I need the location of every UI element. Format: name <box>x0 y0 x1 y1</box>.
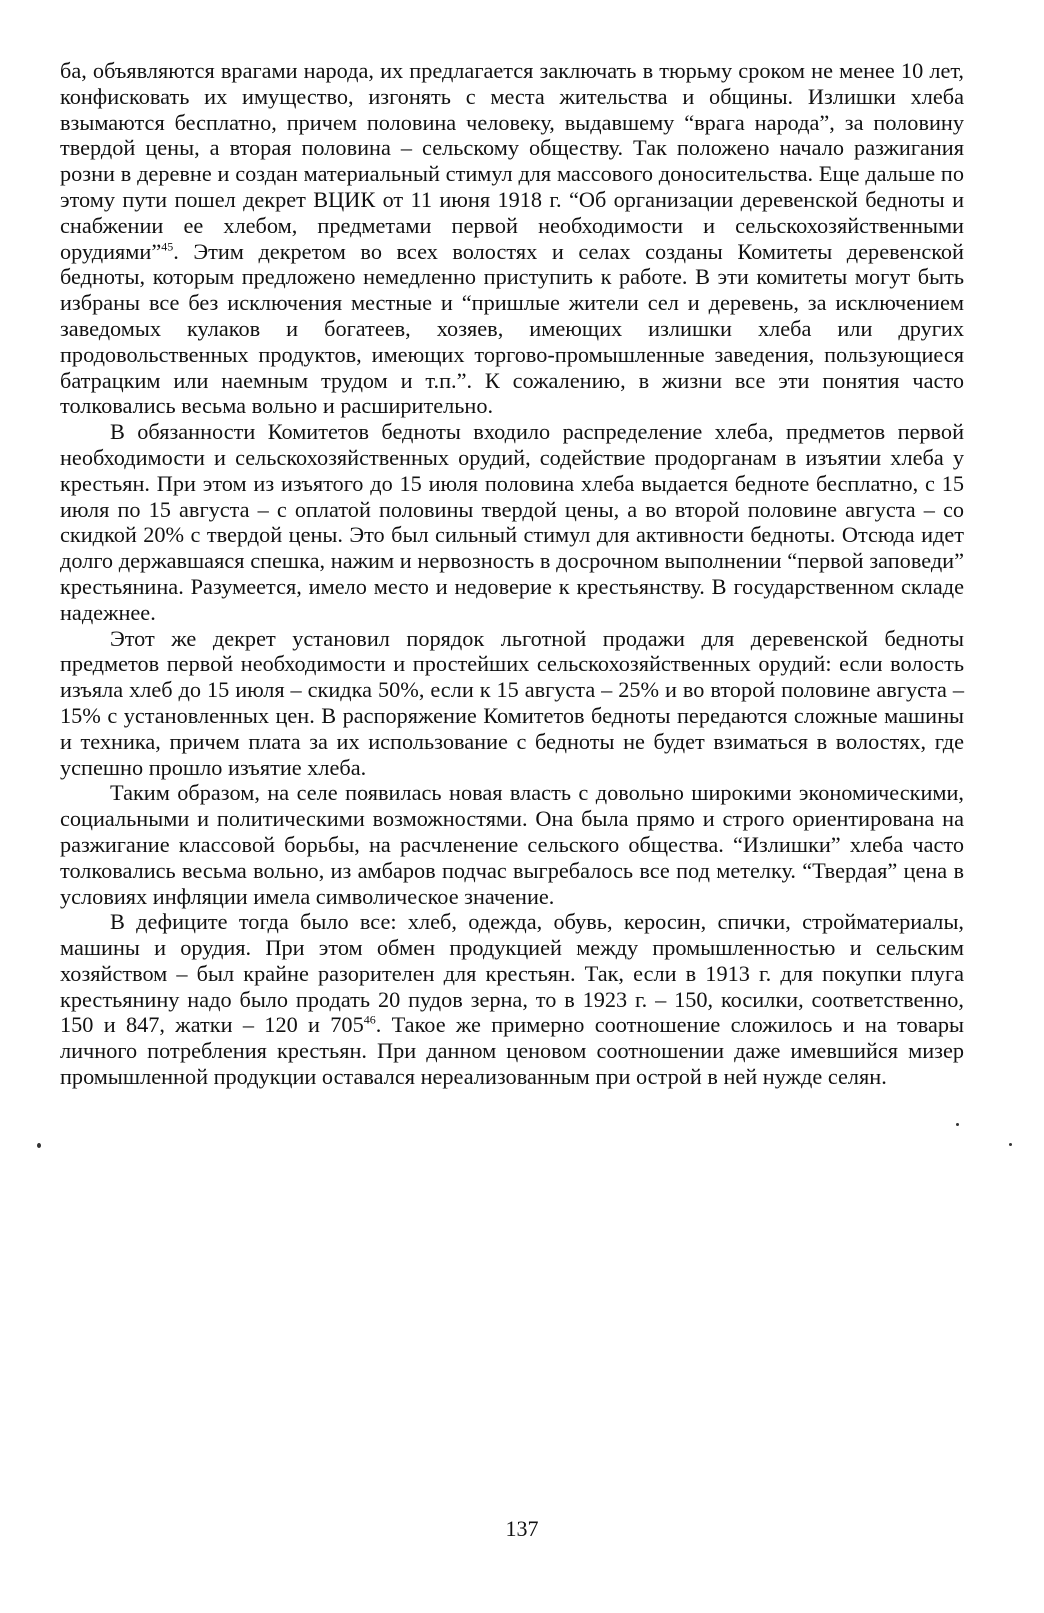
scan-speck <box>956 1123 959 1126</box>
paragraph-text: . Такое же примерно соотношение сложилось и на товары личного потребления крестьян. При данном ценовом соотношении даже имевшийся мизер промышленной продукции оставался нереализованным при острой в ней нужде селян. <box>60 1012 964 1090</box>
paragraph-text: ба, объявляются врагами народа, их предлагается заключать в тюрьму сроком не менее 10 лет, конфисковать их имущество, изгонять с места жительства и общины. Излишки хлеба взымаются бесплатно, причем половина человеку, выдавшему “врага народа”, за половину твердой цены, а вторая половина – сельскому обществу. Так положено начало разжигания розни в деревне и создан материальный стимул для массового доносительства. Еще дальше по этому пути пошел декрет ВЦИК от 11 июня 1918 г. “Об организации деревенской бедноты и снабжении ее хлебом, предметами первой необходимости и сельскохозяйственными орудиями” <box>60 58 964 264</box>
scan-speck <box>1009 1143 1012 1146</box>
page-body <box>60 58 964 1090</box>
paragraph-text: Этот же декрет установил порядок льготной продажи для деревенской бедноты предметов первой необходимости и простейших сельскохозяйственных орудий: если волость изъяла хлеб до 15 июля – скидка 50%, если к 15 августа – 25% и во второй половине августа – 15% с установленных цен. В распоряжение Комитетов бедноты передаются сложные машины и техника, причем плата за их использование с бедноты не будет взиматься в волостях, где успешно прошло изъятие хлеба. <box>60 625 964 780</box>
paragraph-text: Таким образом, на селе появилась новая власть с довольно широкими экономическими, социальными и политическими возможностями. Она была прямо и строго ориентирована на разжигание классовой борьбы, на расчленение сельского общества. “Излишки” хлеба часто толковались весьма вольно, из амбаров подчас выгребалось все под метелку. “Твердая” цена в условиях инфляции имела символическое значение. <box>60 780 964 909</box>
paragraph <box>60 909 964 1090</box>
page-number: 137 <box>505 1516 539 1541</box>
paragraph <box>60 419 964 625</box>
paragraph <box>60 626 964 781</box>
footnote-ref: 46 <box>363 1013 376 1028</box>
paragraph-text: В обязанности Комитетов бедноты входило распределение хлеба, предметов первой необходимости и сельскохозяйственных орудий, содействие продорганам в изъятии хлеба у крестьян. При этом из изъятого до 15 июля половина хлеба выдается бедноте бесплатно, с 15 июля по 15 августа – с оплатой половины твердой цены, а во второй половине августа – со скидкой 20% с твердой цены. Это был сильный стимул для активности бедноты. Отсюда идет долго державшаяся спешка, нажим и нервозность в досрочном выполнении “первой заповеди” крестьянина. Разумеется, имело место и недоверие к крестьянству. В государственном складе надежнее. <box>60 419 964 625</box>
paragraph-text: В дефиците тогда было все: хлеб, одежда, обувь, керосин, спички, стройматериалы, машины и орудия. При этом обмен продукцией между промышленностью и сельским хозяйством – был крайне разорителен для крестьян. Так, если в 1913 г. для покупки плуга крестьянину надо было продать 20 пудов зерна, то в 1923 г. – 150, косилки, соответственно, 150 и 847, жатки – 120 и 705 <box>60 909 964 1038</box>
paragraph <box>60 780 964 909</box>
body-text <box>60 58 964 1090</box>
paragraph <box>60 58 964 419</box>
footnote-ref: 45 <box>161 239 174 254</box>
paragraph-text: . Этим декретом во всех волостях и селах созданы Комитеты деревенской бедноты, которым предложено немедленно приступить к работе. В эти комитеты могут быть избраны все без исключения местные и “пришлые жители сел и деревень, за исключением заведомых кулаков и богатеев, хозяев, имеющих излишки хлеба или других продовольственных продуктов, имеющих торгово-промышленные заведения, пользующиеся батрацким или наемным трудом и т.п.”. К сожалению, в жизни все эти понятия часто толковались весьма вольно и расширительно. <box>60 238 964 419</box>
scan-speck <box>37 1143 41 1148</box>
